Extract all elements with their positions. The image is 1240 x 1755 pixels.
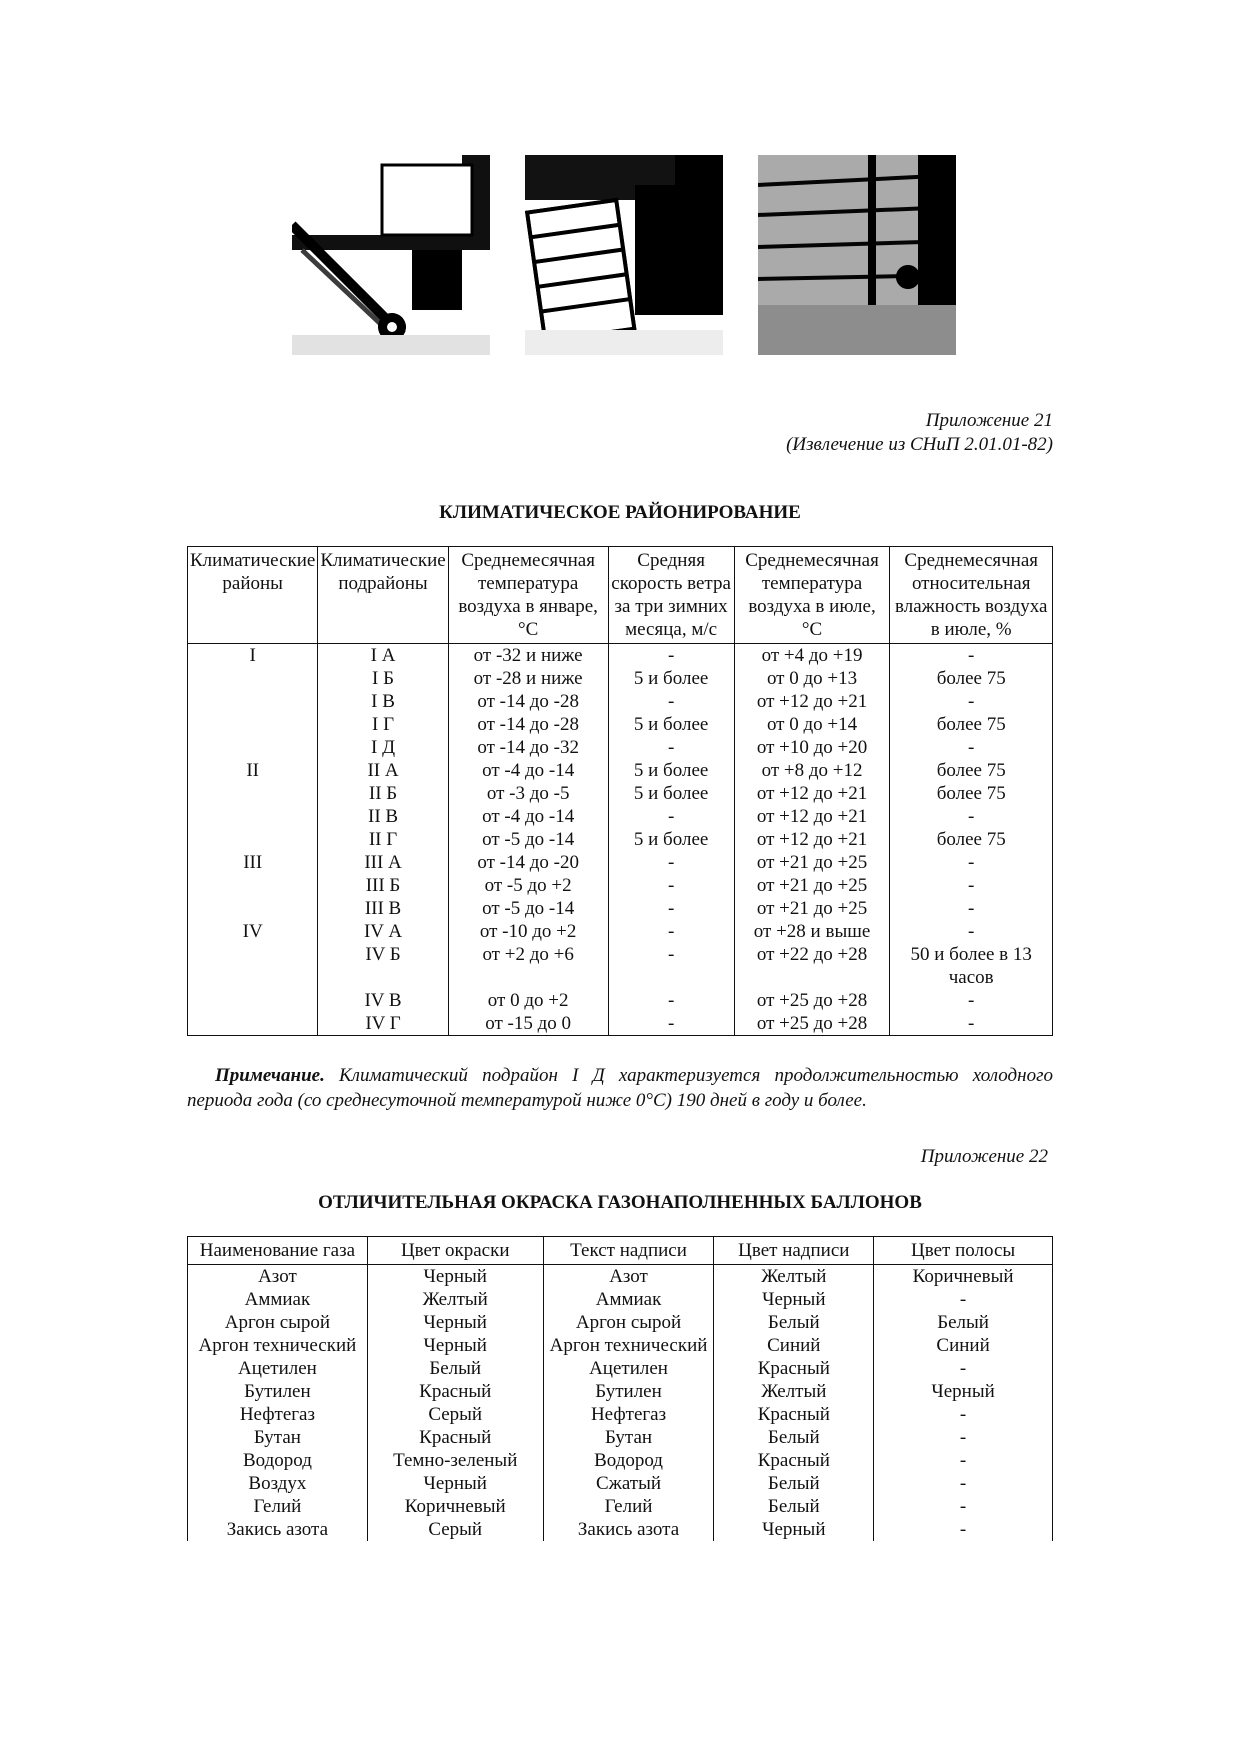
table-cell: Ацетилен bbox=[188, 1357, 368, 1380]
table-cell: Коричневый bbox=[367, 1495, 543, 1518]
table-cell: более 75 bbox=[890, 667, 1053, 690]
table-cell: II В bbox=[318, 805, 448, 828]
table-cell: от -32 и ниже bbox=[448, 644, 608, 668]
table-cell: - bbox=[608, 851, 734, 874]
table-row bbox=[188, 851, 1053, 874]
table-cell: - bbox=[608, 874, 734, 897]
table-cell: от +28 и выше bbox=[734, 920, 890, 943]
table-cell: Азот bbox=[543, 1265, 714, 1289]
table-cell: Белый bbox=[874, 1311, 1053, 1334]
table-cell: - bbox=[608, 897, 734, 920]
table-cell: от +12 до +21 bbox=[734, 690, 890, 713]
table-cell: 5 и более bbox=[608, 713, 734, 736]
table-cell: Коричневый bbox=[874, 1265, 1053, 1289]
table-cell: - bbox=[874, 1449, 1053, 1472]
table-cell: I bbox=[188, 644, 318, 668]
table-cell: Черный bbox=[714, 1518, 874, 1541]
table-cell: Серый bbox=[367, 1518, 543, 1541]
table-cell: - bbox=[874, 1288, 1053, 1311]
table-cell: I Г bbox=[318, 713, 448, 736]
table-cell: Воздух bbox=[188, 1472, 368, 1495]
table-cell: Белый bbox=[714, 1311, 874, 1334]
table-cell: более 75 bbox=[890, 782, 1053, 805]
table-cell: Бутан bbox=[188, 1426, 368, 1449]
table-cell: Бутилен bbox=[188, 1380, 368, 1403]
table-cell: - bbox=[874, 1426, 1053, 1449]
table-cell: Аргон сырой bbox=[188, 1311, 368, 1334]
table-cell: от -5 до -14 bbox=[448, 828, 608, 851]
table-cell: Синий bbox=[874, 1334, 1053, 1357]
table-cell: Закись азота bbox=[188, 1518, 368, 1541]
table-cell: - bbox=[890, 920, 1053, 943]
table-cell: Красный bbox=[714, 1403, 874, 1426]
table-cell: 5 и более bbox=[608, 828, 734, 851]
climate-zoning-title: КЛИМАТИЧЕСКОЕ РАЙОНИРОВАНИЕ bbox=[439, 502, 801, 523]
table-cell: Водород bbox=[188, 1449, 368, 1472]
table-cell: от +12 до +21 bbox=[734, 782, 890, 805]
table-cell: от 0 до +14 bbox=[734, 713, 890, 736]
table-cell: Черный bbox=[367, 1334, 543, 1357]
table-cell bbox=[188, 897, 318, 920]
table-row bbox=[188, 782, 1053, 805]
table-cell: Красный bbox=[367, 1426, 543, 1449]
appendix21-label: Приложение 21 bbox=[925, 410, 1053, 431]
table-row bbox=[188, 713, 1053, 736]
table-cell: II bbox=[188, 759, 318, 782]
table-row bbox=[188, 1311, 1053, 1334]
table-cell: Белый bbox=[714, 1426, 874, 1449]
table-cell bbox=[188, 805, 318, 828]
table-cell: Черный bbox=[874, 1380, 1053, 1403]
table-row bbox=[188, 1472, 1053, 1495]
table-cell: - bbox=[890, 989, 1053, 1012]
table-cell: - bbox=[608, 989, 734, 1012]
table-cell: - bbox=[608, 736, 734, 759]
table-cell: от -5 до +2 bbox=[448, 874, 608, 897]
table-cell: - bbox=[608, 943, 734, 989]
table-cell: от +2 до +6 bbox=[448, 943, 608, 989]
table-cell: от -14 до -20 bbox=[448, 851, 608, 874]
table-row bbox=[188, 943, 1053, 989]
table-cell: Красный bbox=[367, 1380, 543, 1403]
table-cell bbox=[188, 782, 318, 805]
table-cell: III А bbox=[318, 851, 448, 874]
table-cell: II Г bbox=[318, 828, 448, 851]
table-row bbox=[188, 920, 1053, 943]
table-cell: Сжатый bbox=[543, 1472, 714, 1495]
table-cell: Аргон технический bbox=[543, 1334, 714, 1357]
table-row bbox=[188, 1449, 1053, 1472]
table-cell: от -14 до -28 bbox=[448, 690, 608, 713]
climate-table bbox=[187, 546, 1053, 1036]
table-cell: более 75 bbox=[890, 713, 1053, 736]
table-cell: Аммиак bbox=[543, 1288, 714, 1311]
table-cell: Черный bbox=[367, 1472, 543, 1495]
table-cell: Бутилен bbox=[543, 1380, 714, 1403]
table-cell bbox=[188, 736, 318, 759]
table-cell: от -5 до -14 bbox=[448, 897, 608, 920]
table-cell: от 0 до +2 bbox=[448, 989, 608, 1012]
table-cell: - bbox=[890, 851, 1053, 874]
table-cell: Азот bbox=[188, 1265, 368, 1289]
table-cell: 5 и более bbox=[608, 667, 734, 690]
column-header: Цвет надписи bbox=[714, 1237, 874, 1265]
table-cell: IV В bbox=[318, 989, 448, 1012]
table-cell: от 0 до +13 bbox=[734, 667, 890, 690]
table-cell: от +10 до +20 bbox=[734, 736, 890, 759]
table-row bbox=[188, 1265, 1053, 1289]
table-cell bbox=[188, 690, 318, 713]
table-row bbox=[188, 1288, 1053, 1311]
table-cell: от +12 до +21 bbox=[734, 805, 890, 828]
table-cell: II Б bbox=[318, 782, 448, 805]
table-cell: Желтый bbox=[714, 1265, 874, 1289]
table-cell: от -14 до -28 bbox=[448, 713, 608, 736]
table-cell: 5 и более bbox=[608, 782, 734, 805]
table-cell: от +25 до +28 bbox=[734, 1012, 890, 1036]
table-cell: 50 и более в 13 часов bbox=[890, 943, 1053, 989]
table-row bbox=[188, 759, 1053, 782]
table-cell bbox=[188, 989, 318, 1012]
appendix21-source: (Извлечение из СНиП 2.01.01-82) bbox=[786, 434, 1053, 455]
table-row bbox=[188, 644, 1053, 668]
table-cell: Ацетилен bbox=[543, 1357, 714, 1380]
table-cell: - bbox=[608, 644, 734, 668]
table-cell: II А bbox=[318, 759, 448, 782]
column-header: Текст надписи bbox=[543, 1237, 714, 1265]
table-cell: III Б bbox=[318, 874, 448, 897]
table-cell: от -4 до -14 bbox=[448, 759, 608, 782]
table-row bbox=[188, 690, 1053, 713]
table-cell: Белый bbox=[714, 1495, 874, 1518]
table-row bbox=[188, 1334, 1053, 1357]
table-cell: от +12 до +21 bbox=[734, 828, 890, 851]
table-cell: от -3 до -5 bbox=[448, 782, 608, 805]
table-row bbox=[188, 897, 1053, 920]
table-cell: - bbox=[608, 690, 734, 713]
table-row bbox=[188, 828, 1053, 851]
table-cell: 5 и более bbox=[608, 759, 734, 782]
table-cell: IV bbox=[188, 920, 318, 943]
table-row bbox=[188, 736, 1053, 759]
table-row bbox=[188, 1357, 1053, 1380]
table-cell: от +21 до +25 bbox=[734, 851, 890, 874]
table-cell: - bbox=[890, 874, 1053, 897]
table-cell: Аммиак bbox=[188, 1288, 368, 1311]
table-cell: Бутан bbox=[543, 1426, 714, 1449]
column-header: Цвет полосы bbox=[874, 1237, 1053, 1265]
note-text: Климатический подрайон I Д характеризуется продолжительностью холодного периода года (со среднесуточной температурой ниже 0°С) 190 дней в году и более. bbox=[187, 1065, 1053, 1111]
table-cell: Красный bbox=[714, 1449, 874, 1472]
table-cell: от -28 и ниже bbox=[448, 667, 608, 690]
photo-hand-truck bbox=[292, 155, 490, 355]
table-cell: Черный bbox=[367, 1265, 543, 1289]
table-cell: Темно-зеленый bbox=[367, 1449, 543, 1472]
gas-cylinder-title: ОТЛИЧИТЕЛЬНАЯ ОКРАСКА ГАЗОНАПОЛНЕННЫХ БАЛЛОНОВ bbox=[318, 1192, 922, 1213]
equipment-photos bbox=[292, 155, 988, 365]
column-header: Цвет окраски bbox=[367, 1237, 543, 1265]
table-row bbox=[188, 805, 1053, 828]
table-cell: - bbox=[890, 736, 1053, 759]
table-cell: Водород bbox=[543, 1449, 714, 1472]
table-cell: Черный bbox=[367, 1311, 543, 1334]
table-cell: от -14 до -32 bbox=[448, 736, 608, 759]
table-cell: IV А bbox=[318, 920, 448, 943]
climate-note bbox=[187, 1063, 1053, 1113]
table-cell: - bbox=[890, 690, 1053, 713]
table-cell: Гелий bbox=[188, 1495, 368, 1518]
table-cell: I Д bbox=[318, 736, 448, 759]
table-cell: I В bbox=[318, 690, 448, 713]
table-cell bbox=[188, 713, 318, 736]
table-cell: от -15 до 0 bbox=[448, 1012, 608, 1036]
table-cell: Серый bbox=[367, 1403, 543, 1426]
table-cell bbox=[188, 874, 318, 897]
table-cell: от +8 до +12 bbox=[734, 759, 890, 782]
table-cell: I А bbox=[318, 644, 448, 668]
table-cell: от -10 до +2 bbox=[448, 920, 608, 943]
table-row bbox=[188, 874, 1053, 897]
table-cell: Черный bbox=[714, 1288, 874, 1311]
table-cell: более 75 bbox=[890, 759, 1053, 782]
table-cell: IV Б bbox=[318, 943, 448, 989]
column-header: Среднемесячная относительная влажность воздуха в июле, % bbox=[890, 547, 1053, 644]
table-cell: Желтый bbox=[714, 1380, 874, 1403]
note-label: Примечание. bbox=[215, 1065, 325, 1086]
table-cell bbox=[188, 667, 318, 690]
table-cell: - bbox=[874, 1518, 1053, 1541]
table-cell: от +21 до +25 bbox=[734, 874, 890, 897]
table-cell: - bbox=[890, 897, 1053, 920]
table-cell: - bbox=[874, 1495, 1053, 1518]
photo-pallet bbox=[525, 155, 723, 355]
table-cell: Белый bbox=[714, 1472, 874, 1495]
table-cell: III bbox=[188, 851, 318, 874]
gas-cylinder-table bbox=[187, 1236, 1053, 1541]
table-cell: Красный bbox=[714, 1357, 874, 1380]
column-header: Среднемесячная температура воздуха в июле, °С bbox=[734, 547, 890, 644]
table-cell: более 75 bbox=[890, 828, 1053, 851]
table-cell: - bbox=[608, 920, 734, 943]
appendix22-label: Приложение 22 bbox=[920, 1146, 1048, 1167]
table-cell: - bbox=[890, 1012, 1053, 1036]
table-header-row bbox=[188, 547, 1053, 644]
column-header: Средняя скорость ветра за три зимних месяца, м/с bbox=[608, 547, 734, 644]
table-cell: - bbox=[890, 805, 1053, 828]
table-cell: - bbox=[874, 1403, 1053, 1426]
table-cell: III В bbox=[318, 897, 448, 920]
table-row bbox=[188, 989, 1053, 1012]
table-cell: Нефтегаз bbox=[188, 1403, 368, 1426]
table-row bbox=[188, 667, 1053, 690]
table-cell: Желтый bbox=[367, 1288, 543, 1311]
table-cell: Закись азота bbox=[543, 1518, 714, 1541]
table-row bbox=[188, 1426, 1053, 1449]
table-cell: - bbox=[874, 1472, 1053, 1495]
table-cell: - bbox=[608, 805, 734, 828]
table-cell: от +21 до +25 bbox=[734, 897, 890, 920]
table-cell: - bbox=[608, 1012, 734, 1036]
photo-container bbox=[758, 155, 956, 355]
table-cell: IV Г bbox=[318, 1012, 448, 1036]
column-header: Наименование газа bbox=[188, 1237, 368, 1265]
column-header: Климатические подрайоны bbox=[318, 547, 448, 644]
table-cell bbox=[188, 943, 318, 989]
table-cell: - bbox=[874, 1357, 1053, 1380]
table-header-row bbox=[188, 1237, 1053, 1265]
table-cell: Нефтегаз bbox=[543, 1403, 714, 1426]
column-header: Климатические районы bbox=[188, 547, 318, 644]
table-row bbox=[188, 1518, 1053, 1541]
table-row bbox=[188, 1380, 1053, 1403]
table-cell: Аргон сырой bbox=[543, 1311, 714, 1334]
table-cell: Белый bbox=[367, 1357, 543, 1380]
table-cell bbox=[188, 1012, 318, 1036]
table-cell: от +4 до +19 bbox=[734, 644, 890, 668]
table-cell: Гелий bbox=[543, 1495, 714, 1518]
table-row bbox=[188, 1495, 1053, 1518]
table-cell: от +22 до +28 bbox=[734, 943, 890, 989]
table-row bbox=[188, 1403, 1053, 1426]
table-cell: I Б bbox=[318, 667, 448, 690]
table-cell: от -4 до -14 bbox=[448, 805, 608, 828]
table-row bbox=[188, 1012, 1053, 1036]
table-cell: Синий bbox=[714, 1334, 874, 1357]
table-cell bbox=[188, 828, 318, 851]
table-cell: Аргон технический bbox=[188, 1334, 368, 1357]
table-cell: - bbox=[890, 644, 1053, 668]
column-header: Среднемесячная температура воздуха в январе, °С bbox=[448, 547, 608, 644]
table-cell: от +25 до +28 bbox=[734, 989, 890, 1012]
